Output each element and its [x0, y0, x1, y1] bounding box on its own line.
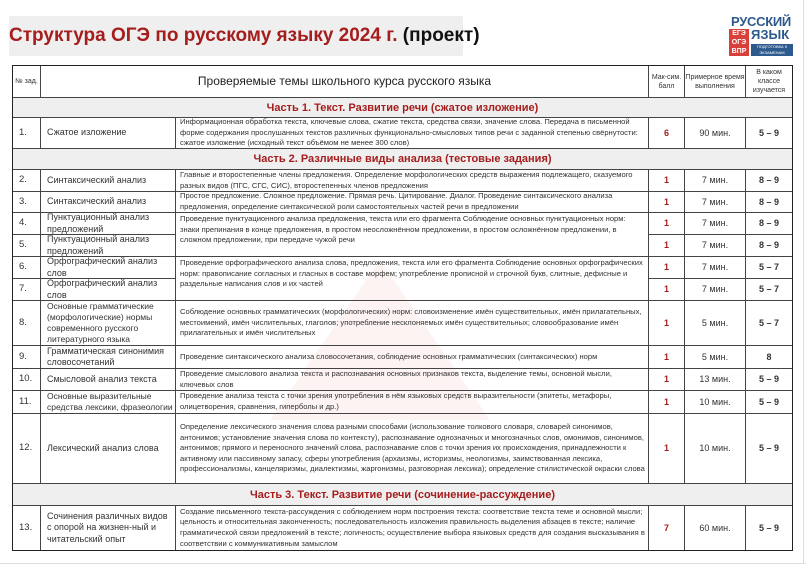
header-topic: Проверяемые темы школьного курса русского языка — [41, 66, 649, 98]
logo — [728, 15, 794, 57]
row-3-score: 1 — [649, 192, 685, 213]
section-part-2: Часть 2. Различные виды анализа (тестовые задания) — [13, 149, 792, 170]
page-right-divider — [803, 0, 804, 563]
logo-tagline: ПОДГОТОВКА К ЭКЗАМЕНАМ — [751, 44, 793, 56]
logo-exams-badge — [729, 29, 749, 56]
row-11-num: 11. — [13, 391, 41, 414]
row-12-grade: 5 – 9 — [746, 414, 792, 484]
header-grade: В каком классе изучается — [746, 66, 792, 98]
row-8-desc: Соблюдение основных грамматических (морфологических) норм: словоизменение имён существительных, имён прилагательных, местоимений, имён числительных, глаголов; употребление несклоняемых имён существительных; словообразование имён прилагательных и имён числительных — [176, 301, 649, 346]
row-10-time: 13 мин. — [685, 369, 746, 391]
structure-table — [12, 65, 793, 551]
row-2-grade: 8 – 9 — [746, 170, 792, 192]
row-9-topic: Грамматическая синонимия словосочетаний — [41, 346, 176, 369]
row-13-grade: 5 – 9 — [758, 522, 780, 533]
row-8-score: 1 — [649, 301, 685, 346]
row-10-desc: Проведение смыслового анализа текста и распознавания основных признаков текста, выделение темы, основной мысли, ключевых слов — [176, 369, 649, 391]
row-9-num: 9. — [13, 346, 41, 369]
row-9-desc: Проведение синтаксического анализа словосочетания, соблюдение основных грамматических (синтаксических) норм — [176, 346, 649, 369]
header-max-score: Мак-сим. балл — [649, 66, 685, 98]
row-4-num: 4. — [13, 213, 41, 235]
logo-word-1: РУССКИЙ — [731, 14, 791, 29]
row-6-7-desc: Проведение орфографического анализа слова, предложения, текста или его фрагмента Соблюдение основных орфографических норм: правописание согласных и гласных в составе морфем; употребление прописной и строчной букв, слитные, дефисные и раздельные написания слов и их частей — [176, 257, 649, 301]
row-7-score: 1 — [649, 279, 685, 301]
row-5-score: 1 — [649, 235, 685, 257]
row-12-topic: Лексический анализ слова — [41, 414, 176, 484]
row-8-time: 5 мин. — [685, 301, 746, 346]
row-4-5-desc: Проведение пунктуационного анализа предложения, текста или его фрагмента Соблюдение основных пунктуационных норм: знаки препинания в конце предложения, в простом неосложнённом предложении, в простом осложнённом предложении, в сложном предложении, при передаче чужой речи — [176, 213, 649, 257]
row-11-time: 10 мин. — [685, 391, 746, 414]
page-title-extra: (проект) — [402, 25, 480, 46]
row-1-topic: Сжатое изложение — [41, 118, 176, 149]
logo-word-2: ЯЗЫК — [751, 27, 790, 42]
row-3-time: 7 мин. — [685, 192, 746, 213]
row-7-time: 7 мин. — [685, 279, 746, 301]
row-7-num: 7. — [13, 279, 41, 301]
row-6-score: 1 — [649, 257, 685, 279]
row-4-time: 7 мин. — [685, 213, 746, 235]
row-11-desc: Проведение анализа текста с точки зрения употребления в нём языковых средств выразительности (эпитеты, метафоры, олицетворения, сравнения, гиперболы и др.) — [176, 391, 649, 414]
row-1-time: 90 мин. — [685, 118, 746, 149]
row-13-topic: Сочинения различных видов с опорой на жизнен-ный и читательский опыт — [41, 506, 176, 550]
page-title-main: Структура ОГЭ по русскому языку 2024 г. — [9, 25, 398, 46]
row-3-grade: 8 – 9 — [746, 192, 792, 213]
row-10-grade: 5 – 9 — [746, 369, 792, 391]
row-11-grade: 5 – 9 — [746, 391, 792, 414]
row-2-topic: Синтаксический анализ — [41, 170, 176, 192]
row-6-time: 7 мин. — [685, 257, 746, 279]
row-2-num: 2. — [13, 170, 41, 192]
header-num: № зад. — [13, 66, 41, 98]
row-2-score: 1 — [649, 170, 685, 192]
row-10-topic: Смысловой анализ текста — [41, 369, 176, 391]
row-10-num: 10. — [13, 369, 41, 391]
row-4-score: 1 — [649, 213, 685, 235]
row-8-topic: Основные грамматические (морфологические) нормы современного русского литературного языка — [41, 301, 176, 346]
row-4-topic: Пунктуационный анализ предложений — [41, 213, 176, 235]
row-9-time: 5 мин. — [685, 346, 746, 369]
page-bottom-divider — [0, 563, 806, 564]
row-11-score: 1 — [649, 391, 685, 414]
logo-exam-vpr: ВПР — [731, 48, 747, 55]
row-7-topic: Орфографический анализ слов — [41, 279, 176, 301]
row-12-score: 1 — [649, 414, 685, 484]
row-1-grade: 5 – 9 — [746, 118, 792, 149]
row-5-num: 5. — [13, 235, 41, 257]
row-11-topic: Основные выразительные средства лексики, фразеологии — [41, 391, 176, 414]
row-8-grade: 5 – 7 — [746, 301, 792, 346]
row-13-time: 60 мин. — [685, 506, 746, 550]
section-part-3: Часть 3. Текст. Развитие речи (сочинение-рассуждение) — [13, 484, 792, 506]
row-6-num: 6. — [13, 257, 41, 279]
row-12-num: 12. — [13, 414, 41, 484]
row-3-num: 3. — [13, 192, 41, 213]
logo-exam-oge: ОГЭ — [731, 39, 747, 46]
row-9-grade: 8 — [746, 346, 792, 369]
row-1-desc: Информационная обработка текста, ключевые слова, сжатие текста, средства связи, значение слова. Передача в письменной форме содержания прослушанных текстов различных функционально-смысловых типов речи с заданной степенью свёрнутости: сжатое изложение (исходный текст объёмом не менее 300 слов) — [176, 118, 649, 149]
row-5-grade: 8 – 9 — [746, 235, 792, 257]
row-8-num: 8. — [13, 301, 41, 346]
row-1-score: 6 — [649, 118, 685, 149]
section-part-1: Часть 1. Текст. Развитие речи (сжатое изложение) — [13, 98, 792, 118]
row-2-time: 7 мин. — [685, 170, 746, 192]
page-title — [9, 16, 480, 56]
row-12-time: 10 мин. — [685, 414, 746, 484]
row-1-num: 1. — [13, 118, 41, 149]
logo-exam-ege: ЕГЭ — [732, 30, 746, 37]
row-4-grade: 8 – 9 — [746, 213, 792, 235]
row-13-num: 13. — [13, 506, 41, 550]
row-13-score: 7 — [649, 506, 685, 550]
row-12-desc: Определение лексического значения слова разными способами (использование толкового словаря, словарей синонимов, антонимов; установление значения слова по контексту), распознавание однозначных и многозначных слов, омонимов, синонимов, антонимов; прямого и переносного значений слова, распознавание слов с точки зрения их происхождения, принадлежности к активному или пассивному запасу, сферы употребления (архаизмы, историзмы, неологизмы, заимствованная лексика, профессионализмы, канцеляризмы, диалектизмы, жаргонизмы, разговорная лексика); определение стилистической окраски слова — [176, 414, 649, 484]
row-10-score: 1 — [649, 369, 685, 391]
row-13-desc: Создание письменного текста-рассуждения с соблюдением норм построения текста: соответствие текста теме и основной мысли; цельность и относительная законченность; последовательность изложения правильность выделения абзацев в тексте; наличие грамматической связи предложений в тексте; логичность; осуществление выбора языковых средств для создания высказывания в соответствии с коммуникативным замыслом — [176, 506, 649, 550]
row-7-grade: 5 – 7 — [746, 279, 792, 301]
row-3-topic: Синтаксический анализ — [41, 192, 176, 213]
row-6-grade: 5 – 7 — [746, 257, 792, 279]
header-time: Примерное время выполнения — [685, 66, 746, 98]
row-9-score: 1 — [649, 346, 685, 369]
row-3-desc: Простое предложение. Сложное предложение. Прямая речь. Цитирование. Диалог. Проведение синтаксического анализа предложения, определение синтаксической роли самостоятельных частей речи в предложении — [176, 192, 649, 213]
row-5-topic: Пунктуационный анализ предложений — [41, 235, 176, 257]
row-2-desc: Главные и второстепенные члены предложения. Определение морфологических средств выражения подлежащего, сказуемого разных видов (ПГС, СГС, СИС), второстепенных членов предложения — [176, 170, 649, 192]
row-6-topic: Орфографический анализ слов — [41, 257, 176, 279]
row-5-time: 7 мин. — [685, 235, 746, 257]
